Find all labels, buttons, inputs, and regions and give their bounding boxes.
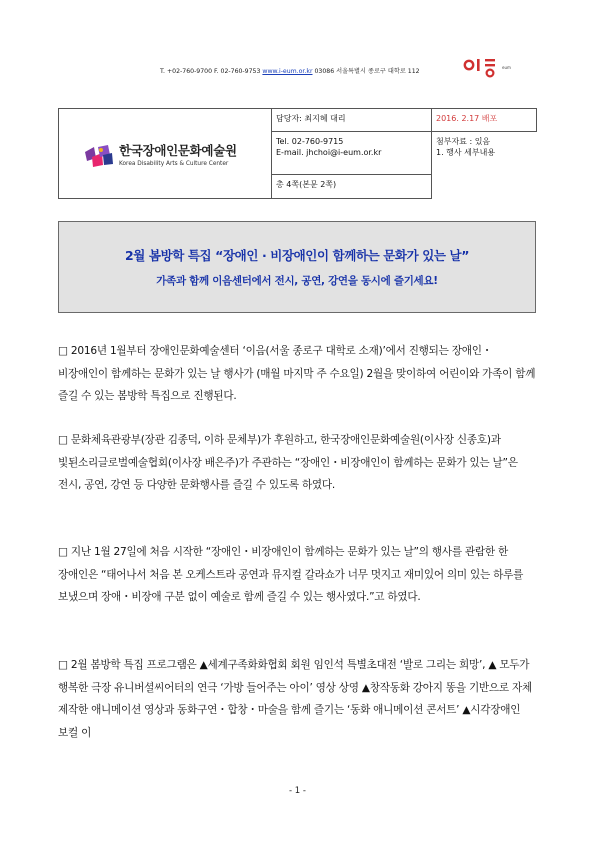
body-paragraph-1: □ 2016년 1월부터 장애인문화예술센터 ‘이음(서울 종로구 대학로 소재)’에서 진행되는 장애인・비장애인이 함께하는 문화가 있는 날 행사가 (매월 마지막 주 수요일) 2월을 맞이하여 어린이와 가족이 함께 즐길 수 있는 봄방학 특집으로 진행된다.: [58, 345, 536, 402]
body-paragraph-3: □ 지난 1월 27일에 처음 시작한 “장애인・비장애인이 함께하는 문화가 있는 날”의 행사를 관람한 한 장애인은 “태어나서 처음 본 오케스트라 공연과 뮤지컬 갈라쇼가 너무 멋지고 재미있어 의미 있는 하루를 보냈으며 장애・비장애 구분 없이 예술로 함께 즐길 수 있는 행사였다.”고 하였다.: [58, 546, 524, 603]
organization-logo-icon: [83, 143, 115, 169]
page-number: - 1 -: [289, 786, 306, 796]
eum-logo-icon: [462, 56, 502, 78]
body-paragraph-2: □ 문화체육관광부(장관 김종덕, 이하 문체부)가 후원하고, 한국장애인문화예술원(이사장 신종호)과 빛된소리글로벌예술협회(이사장 배은주)가 주관하는 “장애인・비장애인이 함께하는 문화가 있는 날”은 전시, 공연, 강연 등 다양한 문화행사를 즐길 수 있도록 하였다.: [58, 434, 518, 491]
headline-title: 2월 봄방학 특집 “장애인 · 비장애인이 함께하는 문화가 있는 날”: [124, 248, 470, 263]
contact-phone-fax: T. +02-760-9700 F. 02-760-9753: [160, 68, 263, 75]
body-paragraph-4: □ 2월 봄방학 특집 프로그램은 ▲세계구족화화협회 회원 임인석 특별초대전 ‘발로 그리는 희망’, ▲ 모두가 행복한 극장 유니버셜씨어터의 연극 ‘가방 들어주는 아이’ 영상 상영 ▲창작동화 강아지 똥을 기반으로 자체 제작한 애니메이션 영상과 동화구연・합창・마술을 함께 즐기는 ‘동화 애니메이션 콘서트’ ▲시각장애인 보컬 이: [58, 659, 532, 739]
contact-info-line: [160, 66, 460, 75]
headline-subtitle: 가족과 함께 이음센터에서 전시, 공연, 강연을 동시에 즐기세요!: [156, 275, 438, 287]
release-date: 2016. 2.17 배포: [432, 109, 537, 132]
address-text: 03086 서울특별시 종로구 대학로 112: [312, 68, 420, 75]
manager-cell: 담당자: 최지혜 대리: [272, 109, 432, 132]
headline-box: [58, 221, 536, 313]
tel-text: Tel. 02-760-9715: [276, 137, 344, 147]
attachment-label: 첨부자료 : 있음: [436, 137, 491, 147]
organization-name: 한국장애인문화예술원: [119, 143, 237, 158]
website-link[interactable]: www.i-eum.or.kr: [262, 68, 313, 75]
email-text: E-mail. jhchoi@i-eum.or.kr: [276, 147, 382, 157]
page-count-cell: 총 4쪽(본문 2쪽): [272, 174, 432, 198]
contact-cell: [272, 132, 432, 174]
header-info-table: [58, 108, 537, 199]
eum-brand-logo: [462, 56, 522, 78]
organization-english-name: Korea Disability Arts & Culture Center: [119, 161, 229, 167]
organization-logo: [83, 143, 263, 173]
eum-brand-text: eum: [502, 65, 511, 70]
attachment-item: 1. 행사 세부내용: [436, 147, 496, 157]
attachment-cell: [432, 132, 537, 199]
logo-cell: [59, 109, 272, 199]
